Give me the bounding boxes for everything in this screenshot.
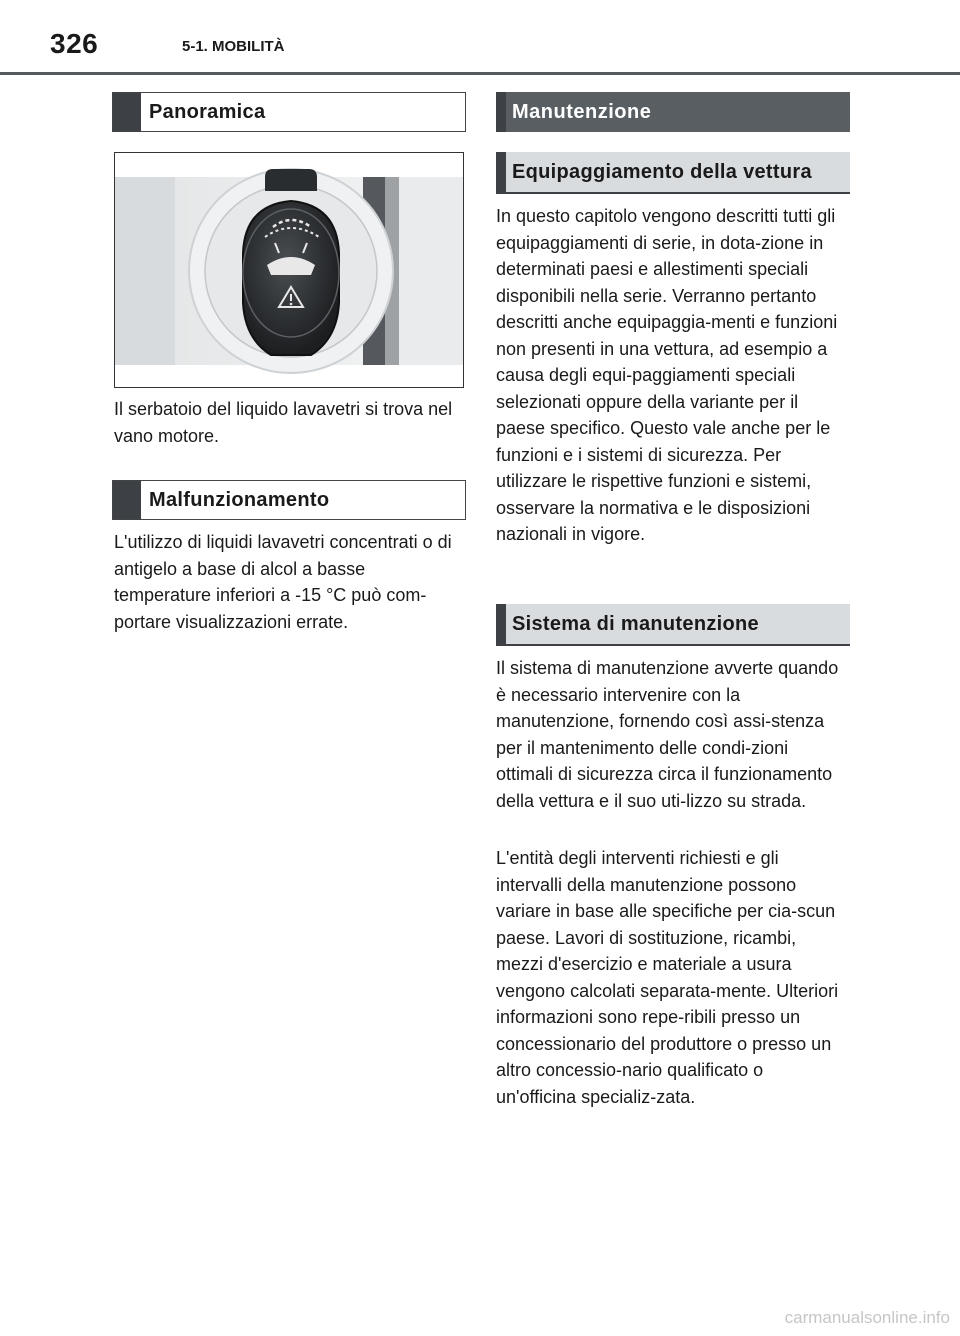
panoramica-heading — [112, 92, 466, 132]
watermark: carmanualsonline.info — [784, 1308, 950, 1327]
heading-bar — [496, 92, 506, 132]
washer-reservoir-figure — [114, 152, 464, 388]
sistema-paragraph-1: Il sistema di manutenzione avverte quando è necessario intervenire con la manutenzione, fornendo così assi-stenza per il mantenimento delle condi-zioni ottimali di sicurezza circa il funzionamento della vettura e il suo uti-lizzo su strada. — [496, 658, 839, 811]
heading-bar — [496, 152, 506, 192]
heading-bar — [113, 93, 141, 131]
manutenzione-heading-text: Manutenzione — [512, 100, 652, 123]
panoramica-caption: Il serbatoio del liquido lavavetri si trova nel vano motore. — [114, 399, 453, 446]
section-title: 5-1. MOBILITÀ — [182, 38, 285, 55]
washer-cap-illustration — [115, 153, 463, 387]
heading-bar — [113, 481, 141, 519]
manutenzione-heading — [496, 92, 850, 132]
malfunzionamento-text: L'utilizzo di liquidi lavavetri concentrati o di antigelo a base di alcol a basse temperature inferiori a -15 °C può com-portare visualizzazioni errate. — [114, 532, 452, 632]
equipaggiamento-heading — [496, 152, 850, 194]
malfunzionamento-heading — [112, 480, 466, 520]
sistema-heading-text: Sistema di manutenzione — [512, 612, 759, 635]
sistema-paragraph-2: L'entità degli interventi richiesti e gli intervalli della manutenzione possono variare in base alle specifiche per cia-scun paese. Lavori di sostituzione, ricambi, mezzi d'esercizio e materiale a usura vengono calcolati separata-mente. Ulteriori informazioni sono repe-ribili presso un concessionario del produttore o presso un altro concessio-nario qualificato o un'officina specializ-zata. — [496, 848, 839, 1107]
page-number: 326 — [50, 28, 99, 59]
panoramica-heading-text: Panoramica — [149, 100, 266, 123]
sistema-heading — [496, 604, 850, 646]
equipaggiamento-heading-text: Equipaggiamento della vettura — [512, 160, 812, 183]
header-divider — [0, 72, 960, 75]
heading-bar — [496, 604, 506, 644]
malfunzionamento-heading-text: Malfunzionamento — [149, 488, 330, 511]
equipaggiamento-text: In questo capitolo vengono descritti tutti gli equipaggiamenti di serie, in dota-zione in determinati paesi e allestimenti speciali disponibili nella serie. Verranno pertanto descritti anche equipaggia-menti e funzioni non presenti in una vettura, ad esempio a causa degli equi-paggiamenti speciali selezionati oppure della variante per il paese specifico. Questo vale anche per le funzioni e i sistemi di sicurezza. Per utilizzare le rispettive funzioni e sistemi, osservare la normativa e le disposizioni nazionali in vigore. — [496, 206, 838, 544]
